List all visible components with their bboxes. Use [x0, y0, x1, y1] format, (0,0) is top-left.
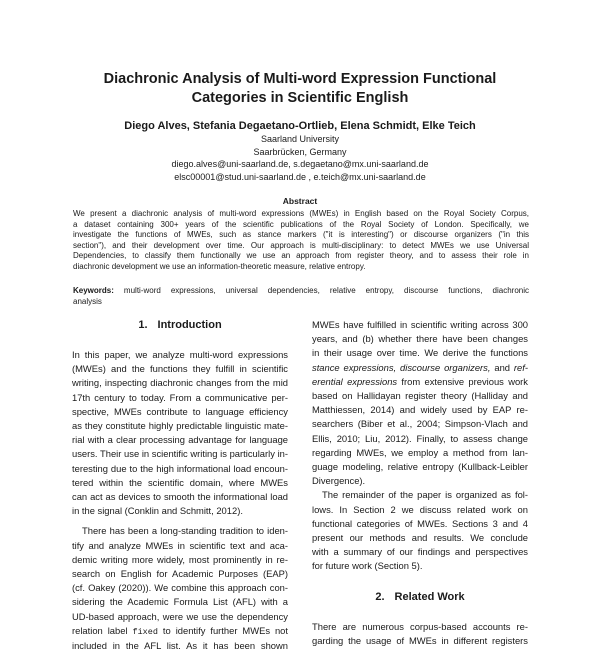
- abstract-heading: Abstract: [282, 196, 318, 206]
- text-line: searchers (Biber et al., 2004; Simpson-Vlach and: [312, 418, 528, 430]
- text-line: (cf. Oakey (2020)). We combine this approach con-: [72, 582, 288, 594]
- text-line: sidering the Academic Formula List (AFL) with a: [72, 596, 288, 608]
- text-line: There are numerous corpus-based accounts re-: [312, 620, 528, 632]
- text-fragment: from extensive previous work: [397, 375, 528, 387]
- text-line: included in the AFL list. As it has been shown: [72, 640, 288, 652]
- text-line: Matthiessen, 2014) and widely used by EAP re-: [312, 404, 528, 416]
- paragraph: [312, 488, 528, 573]
- text-line: in their usage over time. We derive the functions: [312, 347, 528, 359]
- text-line: lows. In Section 2 we discuss related work on: [312, 503, 528, 515]
- text-line: 17th century to today. From a communicative per-: [72, 391, 288, 403]
- italic-term: stance expressions, discourse organizers,: [312, 361, 491, 373]
- text-line: tify and analyze MWEs in scientific text and aca-: [72, 539, 288, 551]
- text-line: There has been a long-standing tradition to iden-: [82, 525, 288, 537]
- text-fragment: and: [490, 361, 514, 373]
- text-line: based on Hallidayan register theory (Halliday and: [312, 390, 528, 402]
- italic-term: erential expressions: [312, 375, 398, 387]
- author-list: Diego Alves, Stefania Degaetano-Ortlieb, Elena Schmidt, Elke Teich: [124, 120, 476, 132]
- location: Saarbrücken, Germany: [253, 146, 347, 157]
- text-line: [72, 624, 288, 639]
- italic-term: ref-: [513, 361, 528, 373]
- title-line-1: Diachronic Analysis of Multi-word Expression Functional: [103, 71, 497, 87]
- text-line: [312, 361, 528, 375]
- paragraph: [312, 318, 528, 488]
- keywords-label: Keywords:: [73, 286, 114, 295]
- abstract-line: Dependencies, to classify them functionally we use an approach from register theory, and to assess their role in: [73, 251, 529, 261]
- section-heading-related-work: [312, 590, 528, 604]
- left-column: [72, 318, 288, 653]
- text-line: [312, 375, 528, 389]
- text-line: The remainder of the paper is organized as fol-: [322, 489, 528, 501]
- text-line: regarding MWEs, we employ a method from lan-: [312, 446, 528, 458]
- abstract-body: [73, 209, 529, 273]
- text-line: Divergence).: [312, 475, 366, 487]
- text-line: (MWEs) and the functions they fulfill in scientific: [72, 363, 288, 375]
- paragraph: [312, 620, 528, 648]
- text-line: guage modeling, relative entropy (Kullback-Leibler: [312, 461, 528, 473]
- text-line: in the signal (Conklin and Schmitt, 2012).: [72, 505, 243, 517]
- text-line: teresting due to the high informational load encoun-: [72, 462, 288, 474]
- keywords-text-cont: analysis: [73, 296, 102, 306]
- email-line-1: diego.alves@uni-saarland.de, s.degaetano@mx.uni-saarland.de: [171, 159, 429, 169]
- text-line: with a summary of our findings and perspectives: [312, 546, 528, 558]
- keywords: [73, 286, 529, 307]
- text-line: can act as devices to smooth the informational load: [72, 491, 288, 503]
- text-line: MWEs have fulfilled in scientific writing across 300: [312, 319, 528, 330]
- text-line: demic writing more widely, most prominently in re-: [72, 553, 288, 565]
- text-line: for future work (Section 5).: [312, 560, 423, 572]
- text-line: present our methods and results. We conclude: [312, 532, 528, 544]
- section-title: Introduction: [157, 319, 222, 331]
- text-fragment: relation label: [72, 624, 133, 636]
- text-line: garding the usage of MWEs in different registers: [312, 634, 528, 646]
- affiliation: Saarland University: [260, 134, 340, 144]
- text-line: functional categories of MWEs. Sections 3 and 4: [312, 517, 528, 529]
- affiliation-block: [40, 133, 560, 183]
- email-line-2: elsc00001@stud.uni-saarland.de , e.teich@mx.uni-saarland.de: [174, 171, 426, 182]
- text-line: UD-based approach, were we use the dependency: [72, 610, 288, 622]
- section-number: 2.: [375, 590, 385, 603]
- abstract-line: section"), and their development over time. Our approach is multi-disciplinary: to detect MWEs we use Universal: [73, 240, 529, 250]
- abstract-line: investigate the functions of MWEs, such as stance markers ("it is interesting") or discourse organizers ("in this: [73, 230, 529, 240]
- text-line: writing, inspecting diachronic changes from the mid: [72, 377, 288, 389]
- text-line: users. Their use in scientific writing is particularly in-: [72, 448, 288, 460]
- text-line: rial with a clear processing advantage for language: [72, 434, 288, 446]
- title-line-2: Categories in Scientific English: [191, 90, 409, 106]
- text-line: as they constitute highly predictable linguistic mate-: [72, 420, 288, 432]
- text-line: In this paper, we analyze multi-word expressions: [72, 349, 288, 360]
- text-line: Ellis, 2010; Liu, 2012). Finally, to assess change: [312, 432, 528, 444]
- paper-title: [60, 70, 540, 108]
- abstract-line: a dataset containing 300+ years of the scientific publications of the Royal Society of London. Specifically, we: [73, 219, 529, 229]
- section-title: Related Work: [394, 590, 465, 603]
- text-fragment: to identify further MWEs not: [157, 624, 288, 636]
- section-heading-introduction: [72, 318, 288, 332]
- abstract-line: diachronic development we use an information-theoretic measure, relative entropy.: [73, 261, 366, 271]
- code-term: fixed: [132, 626, 158, 637]
- right-column: [312, 318, 528, 648]
- keywords-text: multi-word expressions, universal dependencies, relative entropy, discourse functions, diachronic: [113, 286, 529, 295]
- text-line: years, and (b) whether there have been changes: [312, 333, 528, 345]
- paragraph: [72, 348, 288, 518]
- text-line: spective, MWEs contribute to language efficiency: [72, 405, 288, 417]
- text-line: tered within the scientific domain, where MWEs: [72, 476, 288, 488]
- section-number: 1.: [138, 319, 148, 331]
- text-line: search on English for Academic Purposes (EAP): [72, 568, 288, 580]
- paragraph: [72, 524, 288, 653]
- abstract-line: We present a diachronic analysis of multi-word expressions (MWEs) in English based on the Royal Society Corpus,: [73, 209, 529, 218]
